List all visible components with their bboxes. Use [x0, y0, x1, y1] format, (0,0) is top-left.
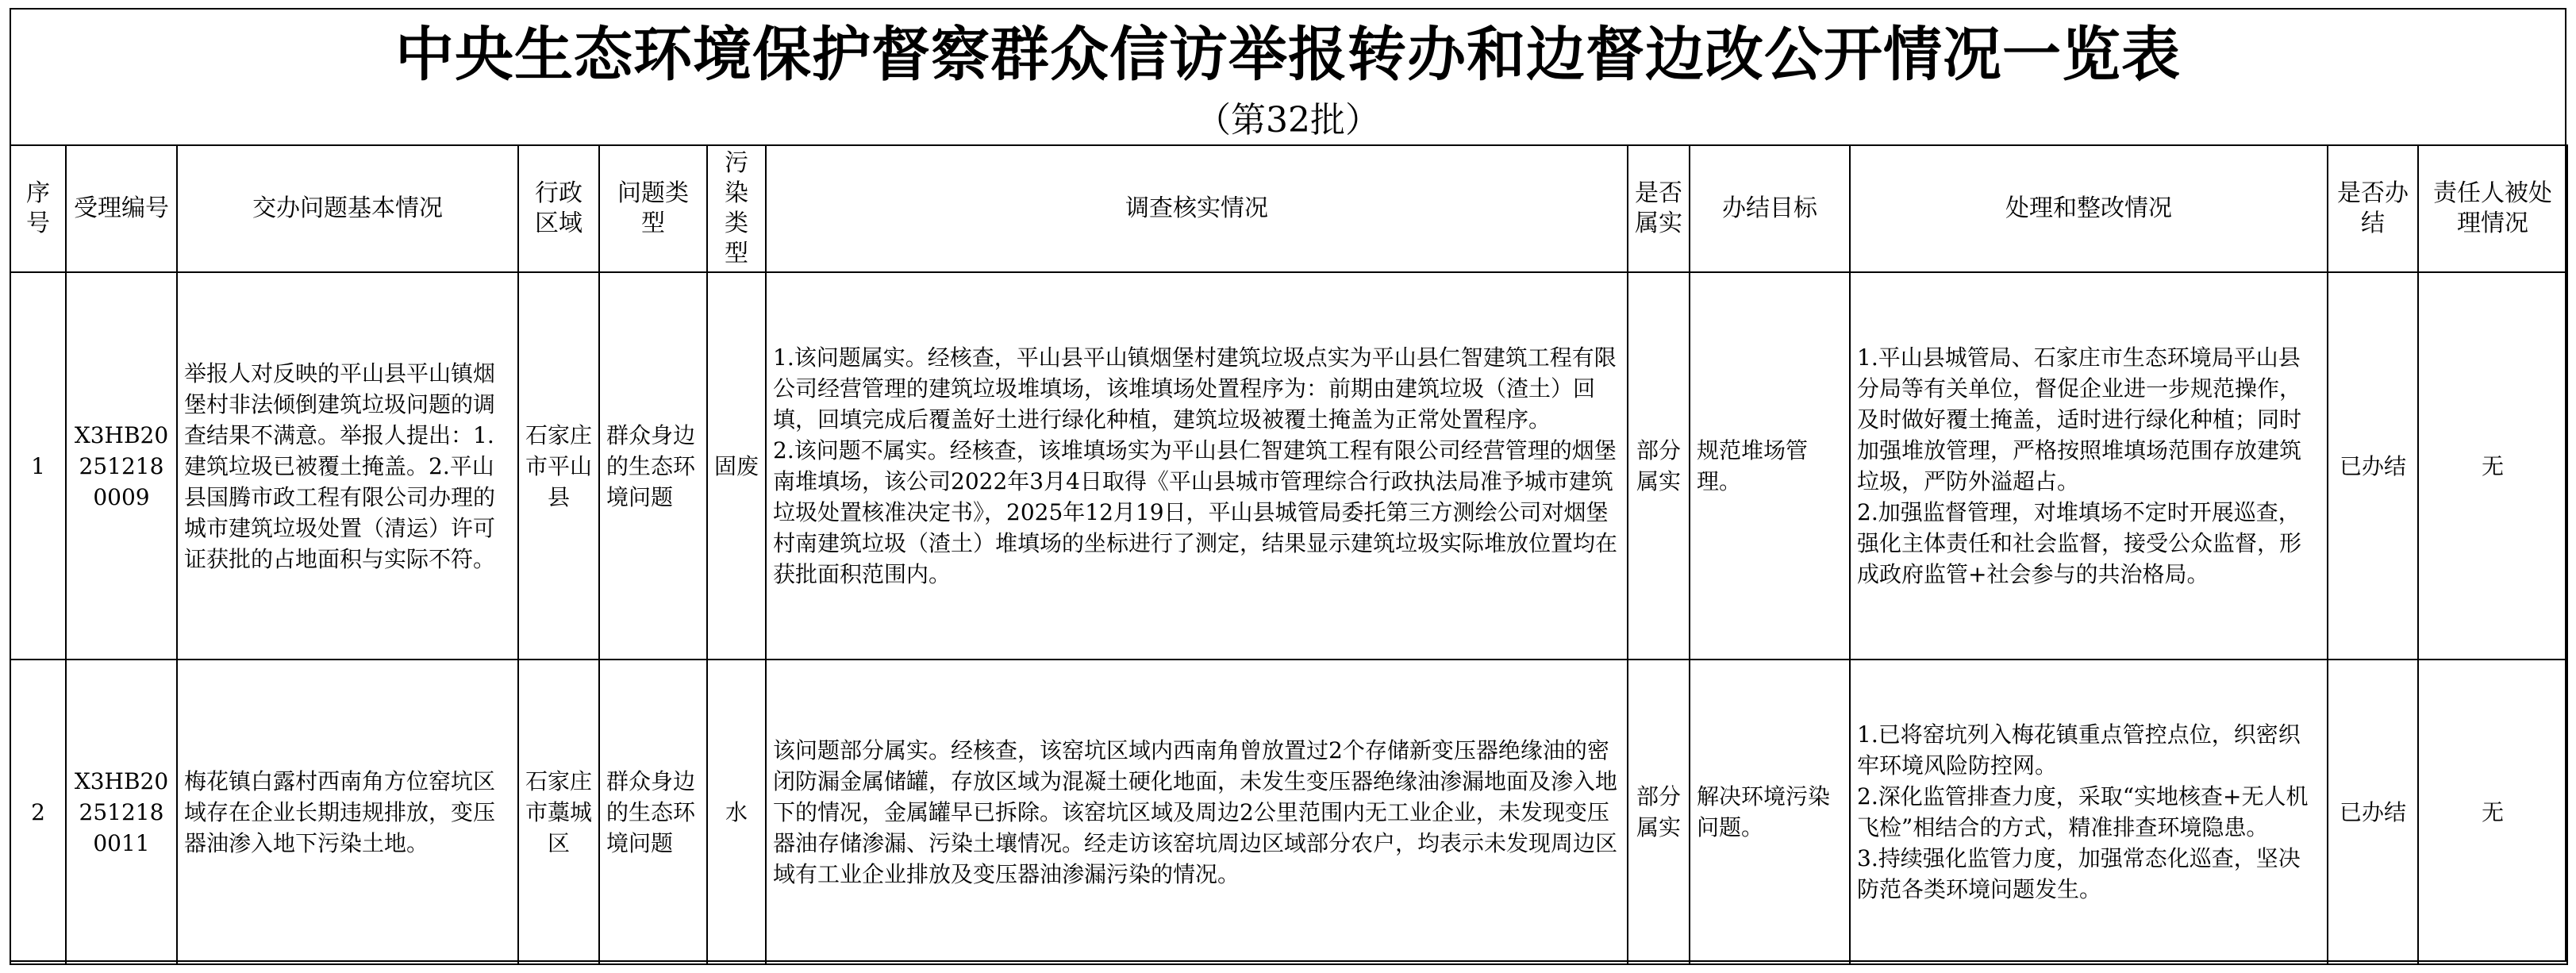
header-verified: 是否属实 — [1628, 145, 1690, 272]
header-investigation: 调查核实情况 — [766, 145, 1628, 272]
table-row — [10, 660, 2567, 964]
header-pollution-type: 污染类型 — [707, 145, 766, 272]
cell-closed: 已办结 — [2328, 272, 2418, 660]
page-title: 中央生态环境保护督察群众信访举报转办和边督边改公开情况一览表 — [395, 21, 2181, 89]
cell-investigation: 1.该问题属实。经核查，平山县平山镇烟堡村建筑垃圾点实为平山县仁智建筑工程有限公司经营管理的建筑垃圾堆填场，该堆填场处置程序为：前期由建筑垃圾（渣土）回填，回填完成后覆盖好土进行绿化种植，建筑垃圾被覆土掩盖为正常处置程序。 2.该问题不属实。经核查，该堆填场实为平山县仁智建筑工程有限公司经营管理的烟堡南堆填场，该公司2022年3月4日取得《平山县城市管理综合行政执法局准予城市建筑垃圾处置核准决定书》，2025年12月19日，平山县城管局委托第三方测绘公司对烟堡村南建筑垃圾（渣土）堆填场的坐标进行了测定，结果显示建筑垃圾实际堆放位置均在获批面积范围内。 — [766, 272, 1628, 660]
header-rectification: 处理和整改情况 — [1850, 145, 2328, 272]
header-problem-type: 问题类型 — [599, 145, 707, 272]
header-id: 受理编号 — [66, 145, 177, 272]
cell-region: 石家庄市平山县 — [518, 272, 599, 660]
cell-verified: 部分属实 — [1628, 272, 1690, 660]
cell-seq: 1 — [10, 272, 66, 660]
cell-accountability: 无 — [2418, 660, 2567, 964]
header-region: 行政区域 — [518, 145, 599, 272]
cell-closed: 已办结 — [2328, 660, 2418, 964]
cell-pollution-type: 水 — [707, 660, 766, 964]
disclosure-table — [10, 144, 2568, 965]
cell-id: X3HB202512180011 — [66, 660, 177, 964]
header-goal: 办结目标 — [1690, 145, 1850, 272]
cell-verified: 部分属实 — [1628, 660, 1690, 964]
cell-basic: 梅花镇白露村西南角方位窑坑区域存在企业长期违规排放，变压器油渗入地下污染土地。 — [177, 660, 518, 964]
header-accountability: 责任人被处理情况 — [2418, 145, 2567, 272]
cell-goal: 解决环境污染问题。 — [1690, 660, 1850, 964]
batch-subtitle: （第32批） — [1196, 100, 1380, 140]
report-sheet — [10, 8, 2566, 962]
table-row — [10, 272, 2567, 660]
cell-basic: 举报人对反映的平山县平山镇烟堡村非法倾倒建筑垃圾问题的调查结果不满意。举报人提出：1.建筑垃圾已被覆土掩盖。2.平山县国腾市政工程有限公司办理的城市建筑垃圾处置（清运）许可证获批的占地面积与实际不符。 — [177, 272, 518, 660]
cell-investigation: 该问题部分属实。经核查，该窑坑区域内西南角曾放置过2个存储新变压器绝缘油的密闭防漏金属储罐，存放区域为混凝土硬化地面，未发生变压器绝缘油渗漏地面及渗入地下的情况，金属罐早已拆除。该窑坑区域及周边2公里范围内无工业企业，未发现变压器油存储渗漏、污染土壤情况。经走访该窑坑周边区域部分农户，均表示未发现周边区域有工业企业排放及变压器油渗漏污染的情况。 — [766, 660, 1628, 964]
cell-id: X3HB202512180009 — [66, 272, 177, 660]
cell-region: 石家庄市藁城区 — [518, 660, 599, 964]
cell-seq: 2 — [10, 660, 66, 964]
cell-accountability: 无 — [2418, 272, 2567, 660]
cell-pollution-type: 固废 — [707, 272, 766, 660]
cell-rectification: 1.平山县城管局、石家庄市生态环境局平山县分局等有关单位，督促企业进一步规范操作，及时做好覆土掩盖，适时进行绿化种植；同时加强堆放管理，严格按照堆填场范围存放建筑垃圾，严防外溢超占。 2.加强监督管理，对堆填场不定时开展巡查，强化主体责任和社会监督，接受公众监督，形成政府监管+社会参与的共治格局。 — [1850, 272, 2328, 660]
cell-problem-type: 群众身边的生态环境问题 — [599, 660, 707, 964]
cell-goal: 规范堆场管理。 — [1690, 272, 1850, 660]
cell-rectification: 1.已将窑坑列入梅花镇重点管控点位，织密织牢环境风险防控网。 2.深化监管排查力度，采取“实地核查+无人机飞检”相结合的方式，精准排查环境隐患。 3.持续强化监管力度，加强常态化巡查，坚决防范各类环境问题发生。 — [1850, 660, 2328, 964]
header-closed: 是否办结 — [2328, 145, 2418, 272]
cell-problem-type: 群众身边的生态环境问题 — [599, 272, 707, 660]
table-header-row — [10, 145, 2567, 272]
header-seq: 序号 — [10, 145, 66, 272]
header-basic: 交办问题基本情况 — [177, 145, 518, 272]
